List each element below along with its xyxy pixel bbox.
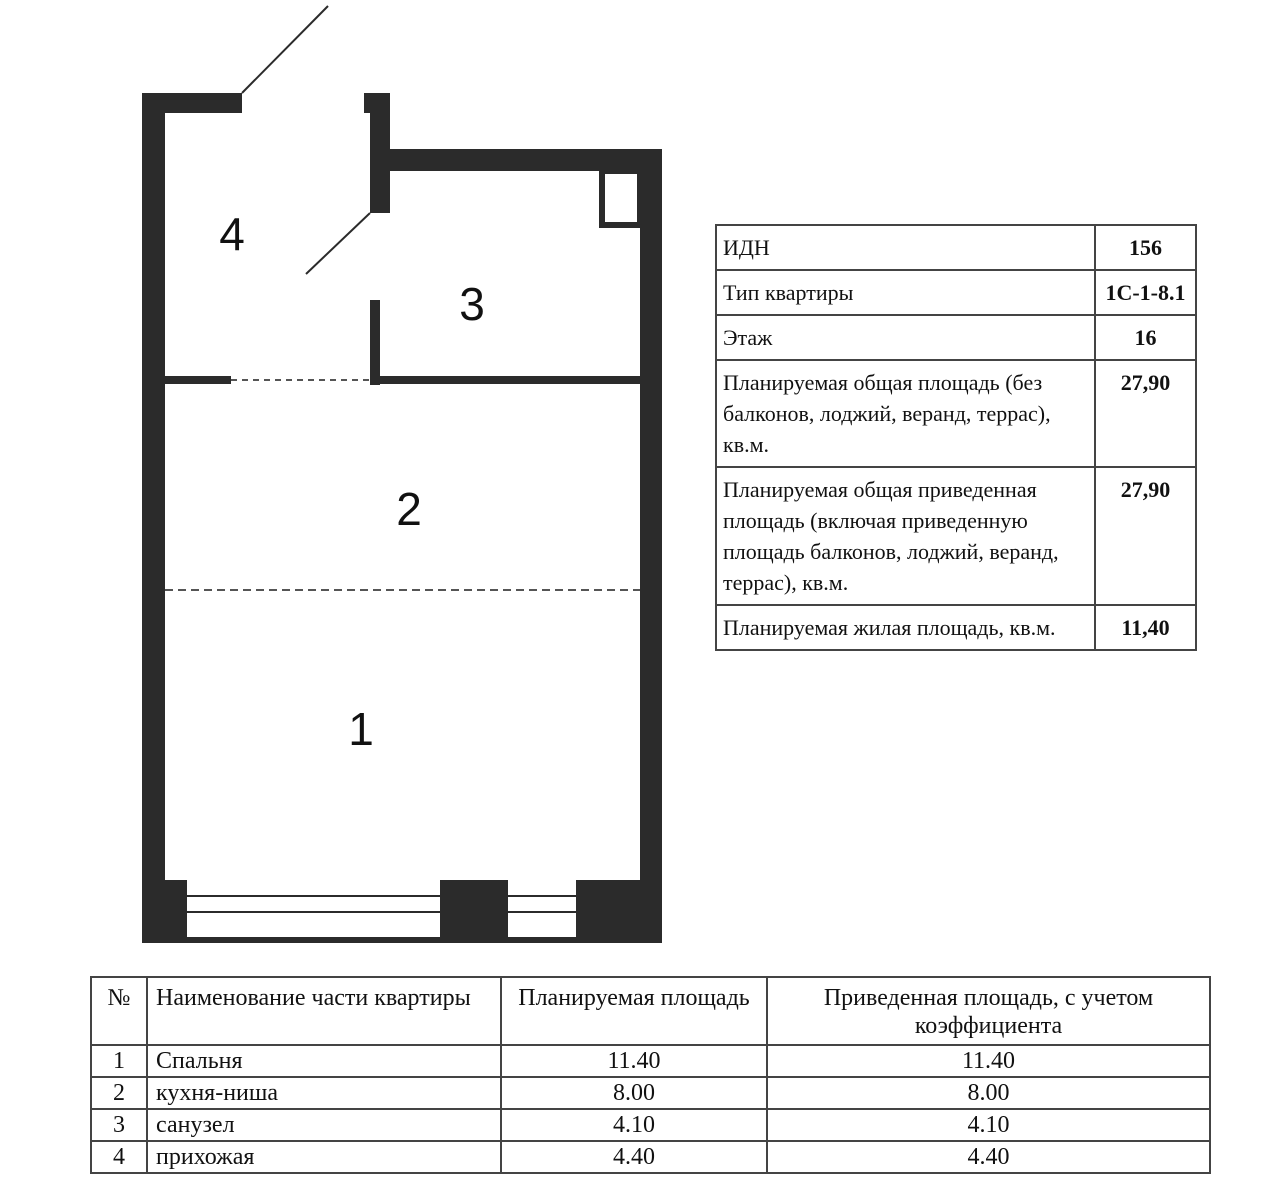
room-name-cell: Спальня <box>147 1045 501 1077</box>
info-row-total-area <box>716 360 1196 467</box>
apartment-info-table <box>715 224 1197 651</box>
entrance-door <box>242 6 328 93</box>
table-row <box>91 1141 1210 1173</box>
room-number-cell: 4 <box>91 1141 147 1173</box>
rooms-table <box>90 976 1211 1174</box>
room-number-1: 1 <box>348 703 374 755</box>
room-name-cell: прихожая <box>147 1141 501 1173</box>
info-label: Планируемая общая площадь (без балконов, лоджий, веранд, террас), кв.м. <box>716 360 1095 467</box>
info-row-floor <box>716 315 1196 360</box>
header-number: № <box>91 977 147 1045</box>
info-value: 27,90 <box>1095 360 1196 467</box>
reduced-area-cell: 4.10 <box>767 1109 1210 1141</box>
info-row-idn <box>716 225 1196 270</box>
planned-area-cell: 8.00 <box>501 1077 767 1109</box>
info-value: 16 <box>1095 315 1196 360</box>
reduced-area-cell: 8.00 <box>767 1077 1210 1109</box>
planned-area-cell: 4.40 <box>501 1141 767 1173</box>
header-planned-area: Планируемая площадь <box>501 977 767 1045</box>
room-number-cell: 1 <box>91 1045 147 1077</box>
info-value: 156 <box>1095 225 1196 270</box>
info-row-type <box>716 270 1196 315</box>
room-name-cell: санузел <box>147 1109 501 1141</box>
bathroom-door <box>306 213 370 274</box>
info-row-living-area <box>716 605 1196 650</box>
info-value: 11,40 <box>1095 605 1196 650</box>
header-name: Наименование части квартиры <box>147 977 501 1045</box>
info-value: 1С-1-8.1 <box>1095 270 1196 315</box>
room-number-4: 4 <box>219 208 245 260</box>
floor-plan <box>0 0 700 960</box>
info-row-reduced-area <box>716 467 1196 605</box>
rooms-header-row <box>91 977 1210 1045</box>
room-number-2: 2 <box>396 483 422 535</box>
info-label: Планируемая жилая площадь, кв.м. <box>716 605 1095 650</box>
room-number-3: 3 <box>459 278 485 330</box>
info-label: Планируемая общая приведенная площадь (включая приведенную площадь балконов, лоджий, веранд, террас), кв.м. <box>716 467 1095 605</box>
reduced-area-cell: 11.40 <box>767 1045 1210 1077</box>
room-number-cell: 2 <box>91 1077 147 1109</box>
info-label: Этаж <box>716 315 1095 360</box>
info-label: ИДН <box>716 225 1095 270</box>
planned-area-cell: 11.40 <box>501 1045 767 1077</box>
planned-area-cell: 4.10 <box>501 1109 767 1141</box>
reduced-area-cell: 4.40 <box>767 1141 1210 1173</box>
room-number-cell: 3 <box>91 1109 147 1141</box>
window-right <box>508 896 576 912</box>
room-name-cell: кухня-ниша <box>147 1077 501 1109</box>
header-reduced-area: Приведенная площадь, с учетом коэффициента <box>767 977 1210 1045</box>
window-left <box>187 896 440 912</box>
info-label: Тип квартиры <box>716 270 1095 315</box>
shaft-box <box>602 171 640 225</box>
table-row <box>91 1077 1210 1109</box>
info-value: 27,90 <box>1095 467 1196 605</box>
table-row <box>91 1109 1210 1141</box>
table-row <box>91 1045 1210 1077</box>
